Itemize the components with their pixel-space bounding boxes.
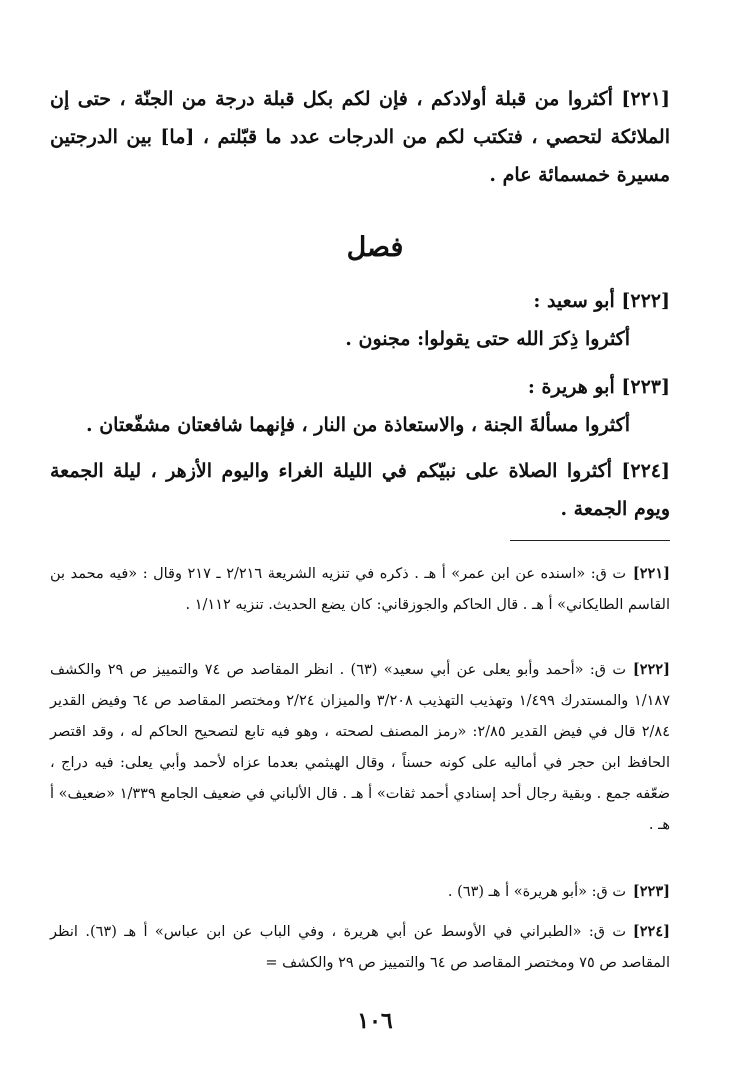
entry-number: [٢٢٣] [621, 376, 670, 398]
footnote [50, 654, 670, 841]
entry-text: أكثروا الصلاة على نبيّكم في الليلة الغراء واليوم الأزهر ، ليلة الجمعة ويوم الجمعة . [50, 460, 670, 520]
entry-number: [٢٢٤] [621, 460, 670, 482]
footnote [50, 916, 670, 979]
footnote-text: ت ق: «الطبراني في الأوسط عن أبي هريرة ، وفي الباب عن ابن عباس» أ هـ (٦٣). انظر المقاصد ص ٧٥ ومختصر المقاصد ص ٦٤ والتمييز ص ٢٩ والكشف = [50, 924, 670, 971]
footnote-divider [510, 540, 670, 541]
hadith-entry [50, 368, 670, 444]
entry-text: أكثروا مسألةَ الجنة ، والاستعاذة من النار ، فإنهما شافعتان مشفّعتان . [85, 414, 630, 436]
footnote-text: ت ق: «أحمد وأبو يعلى عن أبي سعيد» (٦٣) . انظر المقاصد ص ٧٤ والتمييز ص ٢٩ والكشف ١/١٨٧ والمستدرك ١/٤٩٩ وتهذيب التهذيب ٣/٢٠٨ والميزان ٢/٢٤ ومختصر المقاصد ص ٦٤ وفيض القدير ٢/٨٤ قال في فيض القدير ٢/٨٥: «رمز المصنف لصحته ، وهو فيه تابع لتصحيح الحاكم له ، وقد اقتصر الحافظ ابن حجر في أماليه على كونه حسناً ، وقال الهيثمي بعدما عزاه لأحمد وأبي يعلى: فيه دراج ، ضعّفه جمع . وبقية رجال أحد إسنادي أحمد ثقات» أ هـ . قال الألباني في ضعيف الجامع ١/٣٣٩ «ضعيف» أ هـ . [50, 662, 671, 833]
footnote-number: [٢٢٣] [632, 883, 670, 900]
hadith-entry [50, 282, 670, 358]
entry-number: [٢٢١] [621, 88, 670, 110]
hadith-entry [50, 452, 670, 528]
entry-number: [٢٢٢] [621, 290, 670, 312]
footnote-text: ت ق: «أبو هريرة» أ هـ (٦٣) . [447, 884, 626, 900]
footnote [50, 876, 670, 908]
entry-speaker: أبو هريرة : [527, 376, 615, 398]
footnote [50, 558, 670, 621]
hadith-entry [50, 80, 670, 194]
entry-text: أكثروا من قبلة أولادكم ، فإن لكم بكل قبلة درجة من الجنّة ، حتى إن الملائكة لتحصي ، فتكتب لكم من الدرجات عدد ما قبّلتم ، [ما] بين الدرجتين مسيرة خمسمائة عام . [50, 88, 670, 186]
page-number: ١٠٦ [357, 1008, 393, 1034]
footnote-text: ت ق: «اسنده عن ابن عمر» أ هـ . ذكره في تنزيه الشريعة ٢/٢١٦ ـ ٢١٧ وقال : «فيه محمد بن القاسم الطايكاني» أ هـ . قال الحاكم والجوزقاني: كان يضع الحديث. تنزيه ١/١١٢ . [50, 566, 670, 613]
entry-speaker: أبو سعيد : [533, 290, 615, 312]
footnote-number: [٢٢٢] [632, 661, 670, 678]
entry-text: أكثروا ذِكرَ الله حتى يقولوا: مجنون . [345, 328, 630, 350]
footnote-number: [٢٢٤] [632, 923, 670, 940]
footnote-number: [٢٢١] [632, 565, 671, 582]
section-heading: فصل [346, 232, 404, 263]
